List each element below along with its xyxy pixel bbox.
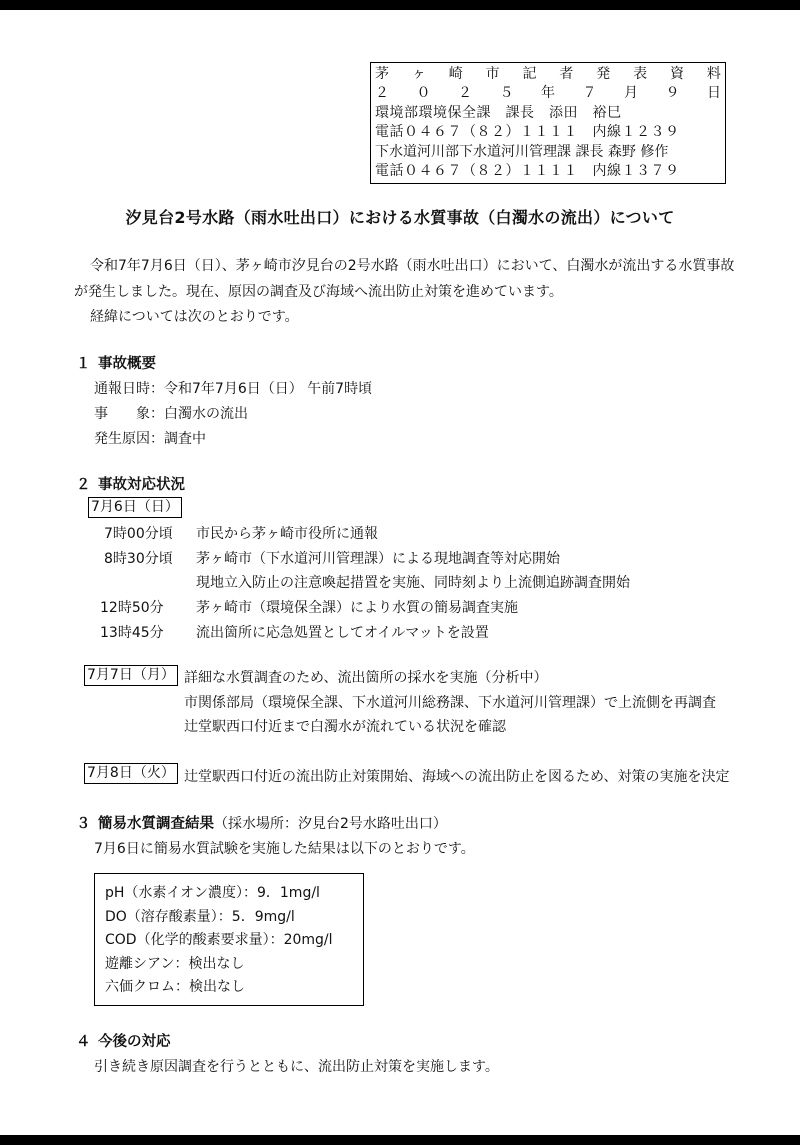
issuer-line: 茅 ヶ 崎 市 記 者 発 表 資 料 [375,66,721,82]
jul7-line-1: 詳細な水質調査のため、流出箇所の採水を実施（分析中） [184,670,548,686]
section3-intro: 7月6日に簡易水質試験を実施した結果は以下のとおりです。 [94,841,475,857]
section3-heading: ３ 簡易水質調査結果（採水場所：汐見台2号水路吐出口） [76,816,447,832]
timeline-time: 12時50分 [100,600,164,616]
document-title: 汐見台2号水路（雨水吐出口）における水質事故（白濁水の流出）について [125,208,675,227]
jul7-line-2: 市関係部局（環境保全課、下水道河川総務課、下水道河川管理課）で上流側を再調査 [184,695,716,711]
event-description: 事 象：白濁水の流出 [94,406,248,422]
jul8-line-1: 辻堂駅西口付近の流出防止対策開始、海域への流出防止を図るため、対策の実施を決定 [184,769,730,785]
intro-line-1: 令和7年7月6日（日）、茅ヶ崎市汐見台の2号水路（雨水吐出口）において、白濁水が流出する水質事故 [90,258,735,274]
cause-status: 発生原因：調査中 [94,431,206,447]
intro-line-2: が発生しました。現在、原因の調査及び海域へ流出防止対策を進めています。 [74,284,563,300]
intro-line-3: 経緯については次のとおりです。 [90,309,299,325]
date-box-jul7: 7月7日（月） [84,665,178,686]
result-ph: pH（水素イオン濃度）：9．1mg/l [105,885,320,901]
press-release-info-box [370,62,726,184]
timeline-time: 13時45分 [100,625,164,641]
top-border [0,0,800,10]
timeline-text: 流出箇所に応急処置としてオイルマットを設置 [196,625,489,641]
contact1-dept: 環境部環境保全課 課長 添田 裕巳 [375,104,622,121]
jul7-line-3: 辻堂駅西口付近まで白濁水が流れている状況を確認 [184,719,506,735]
date-box-jul8: 7月8日（火） [84,763,178,784]
timeline-text: 茅ヶ崎市（環境保全課）により水質の簡易調査実施 [196,600,518,616]
timeline-time: 7時00分頃 [104,526,173,542]
result-chromium: 六価クロム：検出なし [105,979,245,995]
timeline-text: 現地立入防止の注意喚起措置を実施、同時刻より上流側追跡調査開始 [196,575,630,591]
timeline-time: 8時30分頃 [104,551,173,567]
section4-text: 引き続き原因調査を行うとともに、流出防止対策を実施します。 [94,1059,499,1075]
result-cod: COD（化学的酸素要求量）：20mg/l [105,932,333,948]
notice-datetime: 通報日時：令和7年7月6日（日） 午前7時頃 [94,381,373,397]
result-cyanide: 遊離シアン：検出なし [105,955,245,972]
timeline-text: 市民から茅ヶ崎市役所に通報 [196,526,378,542]
result-do: DO（溶存酸素量）：5．9mg/l [105,908,295,925]
section1-heading: １ 事故概要 [76,356,156,372]
contact2-phone: 電話０４６７（８２）１１１１ 内線１３７９ [375,162,680,179]
contact1-phone: 電話０４６７（８２）１１１１ 内線１２３９ [375,124,680,141]
section2-heading: ２ 事故対応状況 [76,477,185,493]
date-box-jul6: 7月6日（日） [88,497,182,518]
bottom-border [0,1135,800,1145]
contact2-dept: 下水道河川部下水道河川管理課 課長 森野 修作 [375,143,669,160]
release-date-line: ２ ０ ２ ５ 年 ７ 月 ９ 日 [375,85,721,102]
timeline-text: 茅ヶ崎市（下水道河川管理課）による現地調査等対応開始 [196,551,560,567]
section4-heading: ４ 今後の対応 [76,1034,171,1050]
water-test-results-box [94,873,364,1006]
